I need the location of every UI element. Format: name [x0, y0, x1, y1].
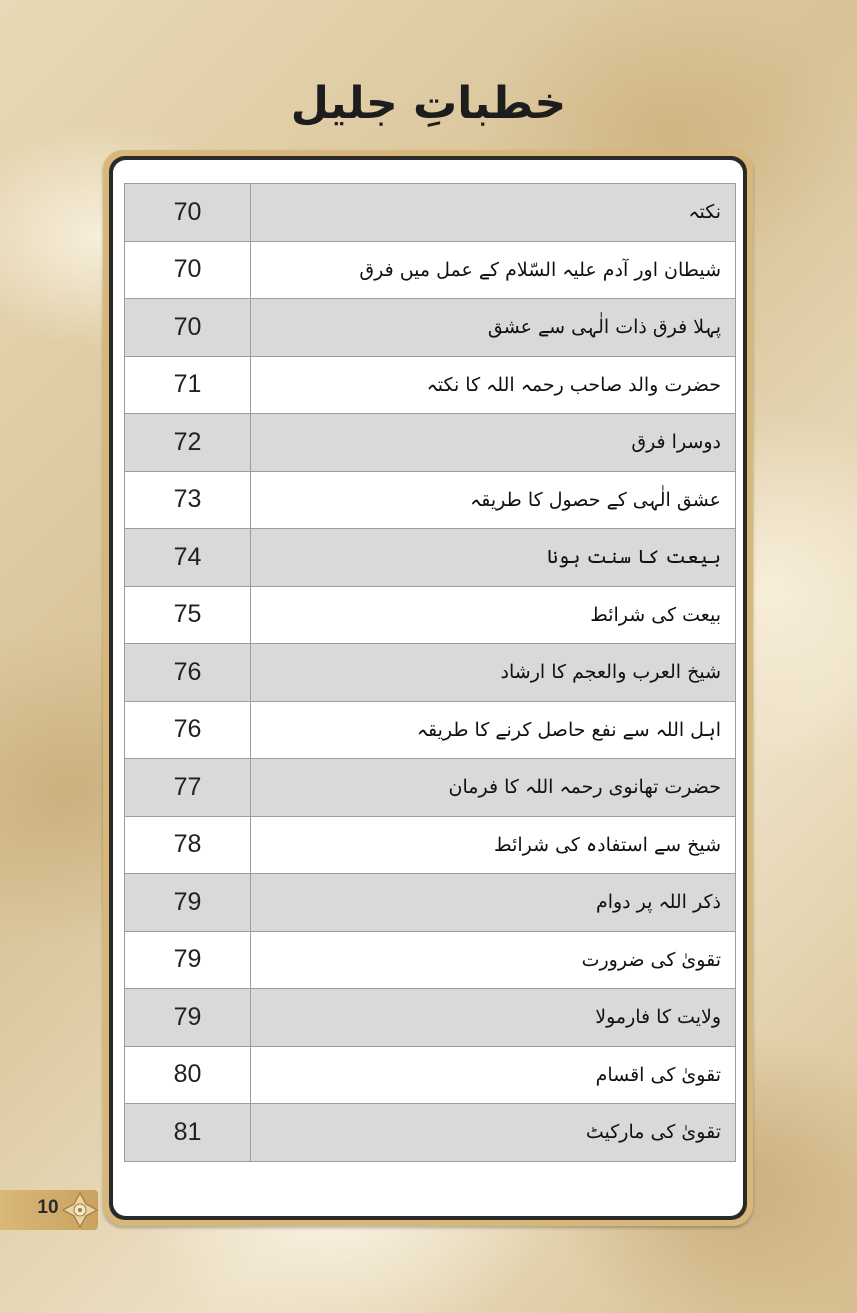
toc-row[interactable]	[125, 816, 736, 874]
toc-page-number: 75	[125, 586, 251, 644]
book-title: خطباتِ جلیل	[290, 78, 567, 129]
toc-row[interactable]	[125, 356, 736, 414]
toc-entry-title: پہلا فرق ذات الٰہی سے عشق	[251, 299, 736, 357]
toc-page-number: 73	[125, 471, 251, 529]
toc-page-number: 79	[125, 874, 251, 932]
toc-page-number: 78	[125, 816, 251, 874]
table-of-contents	[124, 183, 736, 1162]
toc-row[interactable]	[125, 471, 736, 529]
toc-page-number: 76	[125, 701, 251, 759]
toc-entry-title: اہل اللہ سے نفع حاصل کرنے کا طریقہ	[251, 701, 736, 759]
toc-page-number: 71	[125, 356, 251, 414]
toc-page-number: 76	[125, 644, 251, 702]
toc-entry-title: نکتہ	[251, 184, 736, 242]
toc-entry-title: دوسرا فرق	[251, 414, 736, 472]
toc-page-number: 81	[125, 1104, 251, 1162]
page-number: 10	[37, 1197, 59, 1218]
toc-row[interactable]	[125, 701, 736, 759]
toc-entry-title: بیعت کا سنت ہونا	[251, 529, 736, 587]
toc-entry-title: عشق الٰہی کے حصول کا طریقہ	[251, 471, 736, 529]
toc-entry-title: ذکر اللہ پر دوام	[251, 874, 736, 932]
toc-row[interactable]	[125, 931, 736, 989]
toc-entry-title: تقویٰ کی ضرورت	[251, 931, 736, 989]
toc-page-number: 77	[125, 759, 251, 817]
toc-entry-title: تقویٰ کی اقسام	[251, 1046, 736, 1104]
toc-row[interactable]	[125, 586, 736, 644]
toc-row[interactable]	[125, 241, 736, 299]
toc-entry-title: ولایت کا فارمولا	[251, 989, 736, 1047]
toc-entry-title: بیعت کی شرائط	[251, 586, 736, 644]
toc-page-number: 79	[125, 989, 251, 1047]
toc-row[interactable]	[125, 414, 736, 472]
toc-entry-title: شیخ سے استفادہ کی شرائط	[251, 816, 736, 874]
toc-row[interactable]	[125, 1046, 736, 1104]
toc-row[interactable]	[125, 989, 736, 1047]
toc-row[interactable]	[125, 874, 736, 932]
toc-page-number: 72	[125, 414, 251, 472]
toc-row[interactable]	[125, 759, 736, 817]
toc-page-number: 74	[125, 529, 251, 587]
toc-page-number: 70	[125, 184, 251, 242]
toc-page-number: 79	[125, 931, 251, 989]
toc-page-number: 80	[125, 1046, 251, 1104]
toc-row[interactable]	[125, 299, 736, 357]
toc-page-number: 70	[125, 299, 251, 357]
toc-entry-title: شیخ العرب والعجم کا ارشاد	[251, 644, 736, 702]
toc-entry-title: تقویٰ کی مارکیٹ	[251, 1104, 736, 1162]
toc-row[interactable]	[125, 1104, 736, 1162]
toc-row[interactable]	[125, 644, 736, 702]
toc-row[interactable]	[125, 184, 736, 242]
toc-page-number: 70	[125, 241, 251, 299]
toc-entry-title: شیطان اور آدم علیہ السّلام کے عمل میں فرق	[251, 241, 736, 299]
toc-row[interactable]	[125, 529, 736, 587]
toc-entry-title: حضرت والد صاحب رحمہ اللہ کا نکتہ	[251, 356, 736, 414]
toc-entry-title: حضرت تھانوی رحمہ اللہ کا فرمان	[251, 759, 736, 817]
